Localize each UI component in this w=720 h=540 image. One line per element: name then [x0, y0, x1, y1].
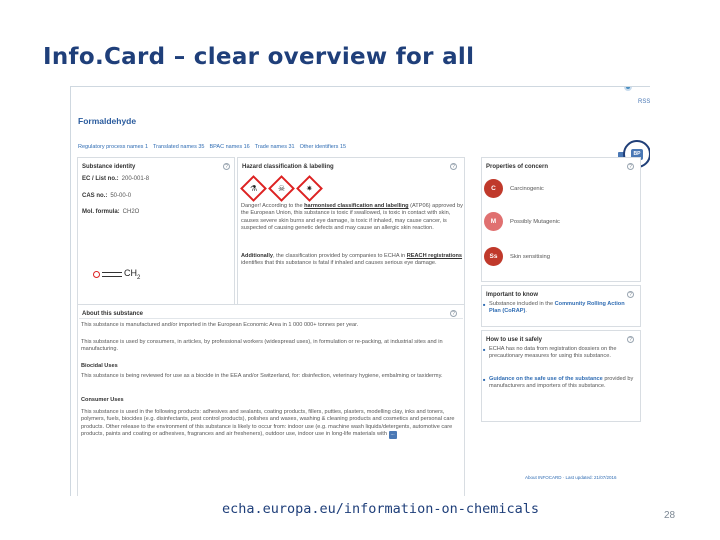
names-link-other[interactable]: Other identifiers 15 [299, 144, 347, 150]
property-carcinogenic: C Carcinogenic [484, 179, 544, 198]
corap-link[interactable]: Community Rolling Action Plan (CoRAP) [489, 301, 625, 315]
rss-link[interactable]: RSS [638, 99, 650, 105]
safe-use-header: How to use it safely [486, 337, 543, 343]
additional-classification: Additionally, the classification provided by companies to ECHA in REACH registrations identifies that this substance is fatal if inhaled and causes serious eye damage. [241, 253, 463, 267]
formula-row: Mol. formula: CH2O [82, 209, 140, 215]
help-icon[interactable]: ? [223, 163, 230, 170]
danger-statement: Danger! According to the harmonised classification and labelling (ATP06) approved by the European Union, this substance is toxic if swallowed, is toxic in contact with skin, causes severe skin burns and eye damage, is toxic if inhaled, may cause cancer, is suspected of causing genetic defects and may cause an allergic skin reaction. [241, 203, 463, 232]
help-icon[interactable]: ? [627, 291, 634, 298]
help-icon[interactable]: ? [627, 336, 634, 343]
safe-use-item-1: ■ ECHA has no data from registration dossiers on the precautionary measures for using this substance. [489, 346, 635, 361]
oxygen-atom-icon [93, 271, 100, 278]
names-link-translated[interactable]: Translated names 35 [153, 144, 205, 150]
property-skin-sensitising: Ss Skin sensitising [484, 247, 550, 266]
scroll-dot-icon[interactable] [624, 86, 632, 91]
concern-header: Properties of concern [486, 164, 549, 170]
page-number: 28 [664, 510, 676, 521]
important-header: Important to know [486, 292, 538, 298]
slide-title: Info.Card – clear overview for all [43, 44, 475, 70]
biocidal-text: This substance is being reviewed for use as a biocide in the EEA and/or Switzerland, for: disinfection, veterinary hygiene, embalming or taxidermy. [81, 373, 443, 379]
bp-icon[interactable]: BP [631, 149, 643, 160]
infocard-footer: About INFOCARD · Last updated: 21/07/2016 [525, 475, 617, 480]
more-button[interactable]: ... [390, 431, 395, 438]
consumer-header: Consumer Uses [81, 397, 124, 403]
about-tonnage: This substance is manufactured and/or imported in the European Economic Area in 1 000 000+ tonnes per year. [81, 322, 359, 328]
identity-header: Substance identity [82, 164, 136, 170]
skull-pictogram-icon: ☠ [268, 175, 295, 202]
corap-item: ■ Substance included in the Community Rolling Action Plan (CoRAP). [489, 301, 635, 316]
source-url: echa.europa.eu/information-on-chemicals [222, 501, 539, 517]
cas-row: CAS no.: 50-00-0 [82, 193, 132, 199]
safe-use-guidance-link[interactable]: Guidance on the safe use of the substance [489, 376, 603, 382]
help-icon[interactable]: ? [450, 163, 457, 170]
safe-use-item-2: ■ Guidance on the safe use of the substance provided by manufacturers and importers of this substance. [489, 376, 635, 391]
about-uses: This substance is used by consumers, in articles, by professional workers (widespread uses), in formulation or re-packing, at industrial sites and in manufacturing. [81, 339, 443, 353]
help-icon[interactable]: ? [627, 163, 634, 170]
infocard-screenshot [70, 86, 650, 496]
about-header: About this substance [82, 311, 144, 317]
molecule-structure: $CH_2$ [93, 268, 140, 281]
double-bond-icon [102, 272, 122, 277]
help-icon[interactable]: ? [450, 310, 457, 317]
names-row [78, 144, 351, 150]
divider [79, 318, 463, 319]
substance-name: Formaldehyde [78, 116, 137, 126]
substance-identity-panel [77, 157, 235, 312]
names-link-bpac[interactable]: BPAC names 16 [209, 144, 250, 150]
ec-row: EC / List no.: 200-001-8 [82, 176, 150, 182]
health-hazard-pictogram-icon: ✷ [296, 175, 323, 202]
hazard-pictograms [241, 176, 322, 201]
names-link-regulatory[interactable]: Regulatory process names 1 [78, 144, 149, 150]
property-mutagenic: M Possibly Mutagenic [484, 212, 560, 231]
names-link-trade[interactable]: Trade names 31 [254, 144, 295, 150]
biocidal-header: Biocidal Uses [81, 363, 118, 369]
corrosion-pictogram-icon: ⚗ [240, 175, 267, 202]
consumer-text: This substance is used in the following products: adhesives and sealants, coating products, fillers, putties, plasters, modelling clay, inks and toners, polymers, fuels, biocides (e.g. disinfectants, pest control products), polishes and waxes, washing & cleaning products and cosmetics and personal care products. Other release to the environment of this substance is likely to occur from: indoor use (e.g. machine wash liquids/detergents, automotive care products, paints and coating or adhesives, fragrances and air fresheners), outdoor use, indoor use in long-life materials with ... [81, 409, 455, 438]
hazard-header: Hazard classification & labelling [242, 164, 334, 170]
